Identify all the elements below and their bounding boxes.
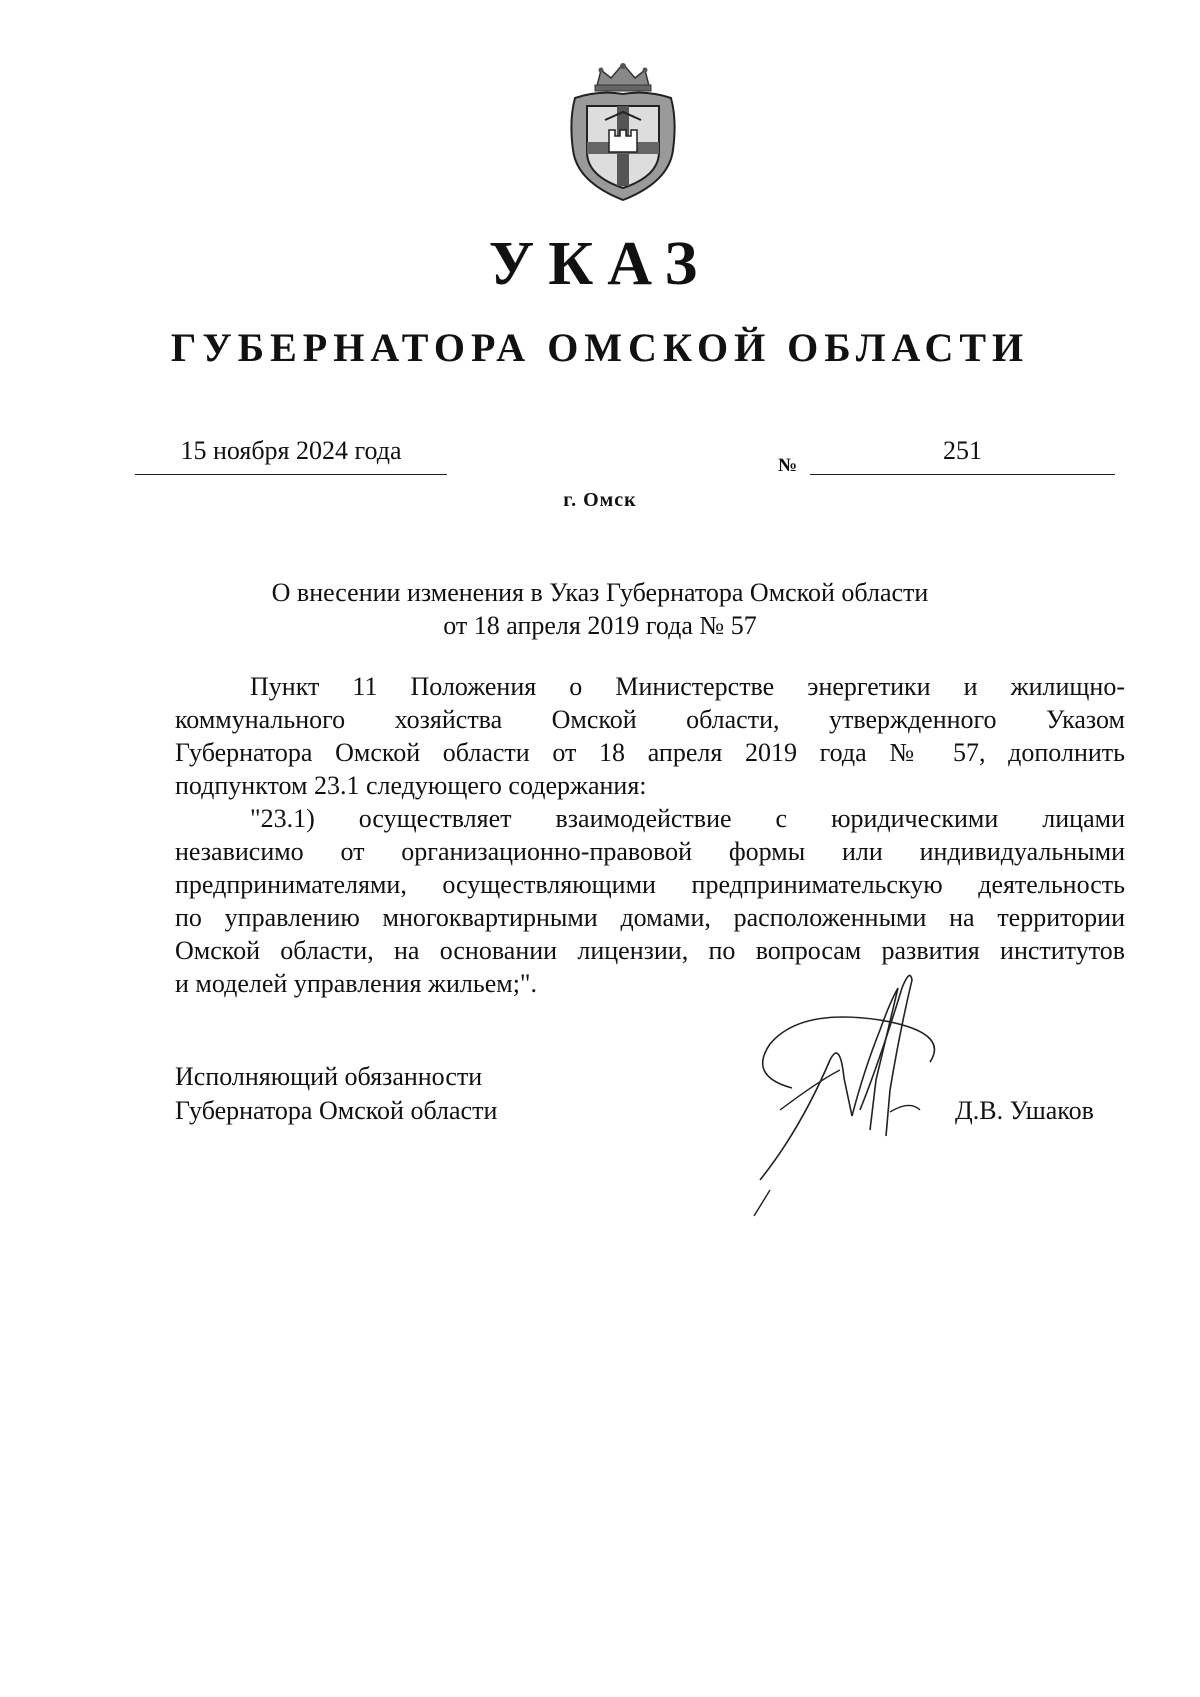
text-line: Омской области, на основании лицензии, по вопросам развития институтов [175,936,1125,965]
decree-number: 251 [943,436,982,465]
text-line: Губернатора Омской области от 18 апреля 2019 года № 57, дополнить [175,738,1125,767]
signer-name: Д.В. Ушаков [955,1096,1094,1125]
paragraph-amendment [175,670,1125,802]
document-subtitle: ГУБЕРНАТОРА ОМСКОЙ ОБЛАСТИ [170,325,1030,370]
text-line: предпринимателями, осуществляющими предпринимательскую деятельность [175,870,1125,899]
decree-body [175,670,1125,1000]
position-line: Губернатора Омской области [175,1096,498,1125]
text-line: и моделей управления жильем;". [175,969,538,998]
text-line: независимо от организационно-правовой формы или индивидуальными [175,837,1125,866]
coat-of-arms-emblem [567,60,679,204]
text-line: по управлению многоквартирными домами, расположенными на территории [175,903,1125,932]
decree-date: 15 ноября 2024 года [180,436,402,465]
city-label: г. Омск [563,489,637,511]
text-line: Пункт 11 Положения о Министерстве энергетики и жилищно- [250,672,1125,701]
signer-position [175,1060,497,1128]
document-title: УКАЗ [488,230,712,298]
text-line: коммунального хозяйства Омской области, утвержденного Указом [175,705,1125,734]
number-sign: № [778,455,798,476]
subject-line: О внесении изменения в Указ Губернатора Омской области [271,578,929,607]
position-line: Исполняющий обязанности [175,1062,483,1091]
decree-subject [0,576,1200,642]
subject-line: от 18 апреля 2019 года № 57 [443,611,757,640]
number-field [810,436,1115,475]
date-field [135,436,447,475]
text-line: подпунктом 23.1 следующего содержания: [175,771,647,800]
text-line: "23.1) осуществляет взаимодействие с юридическими лицами [250,804,1125,833]
